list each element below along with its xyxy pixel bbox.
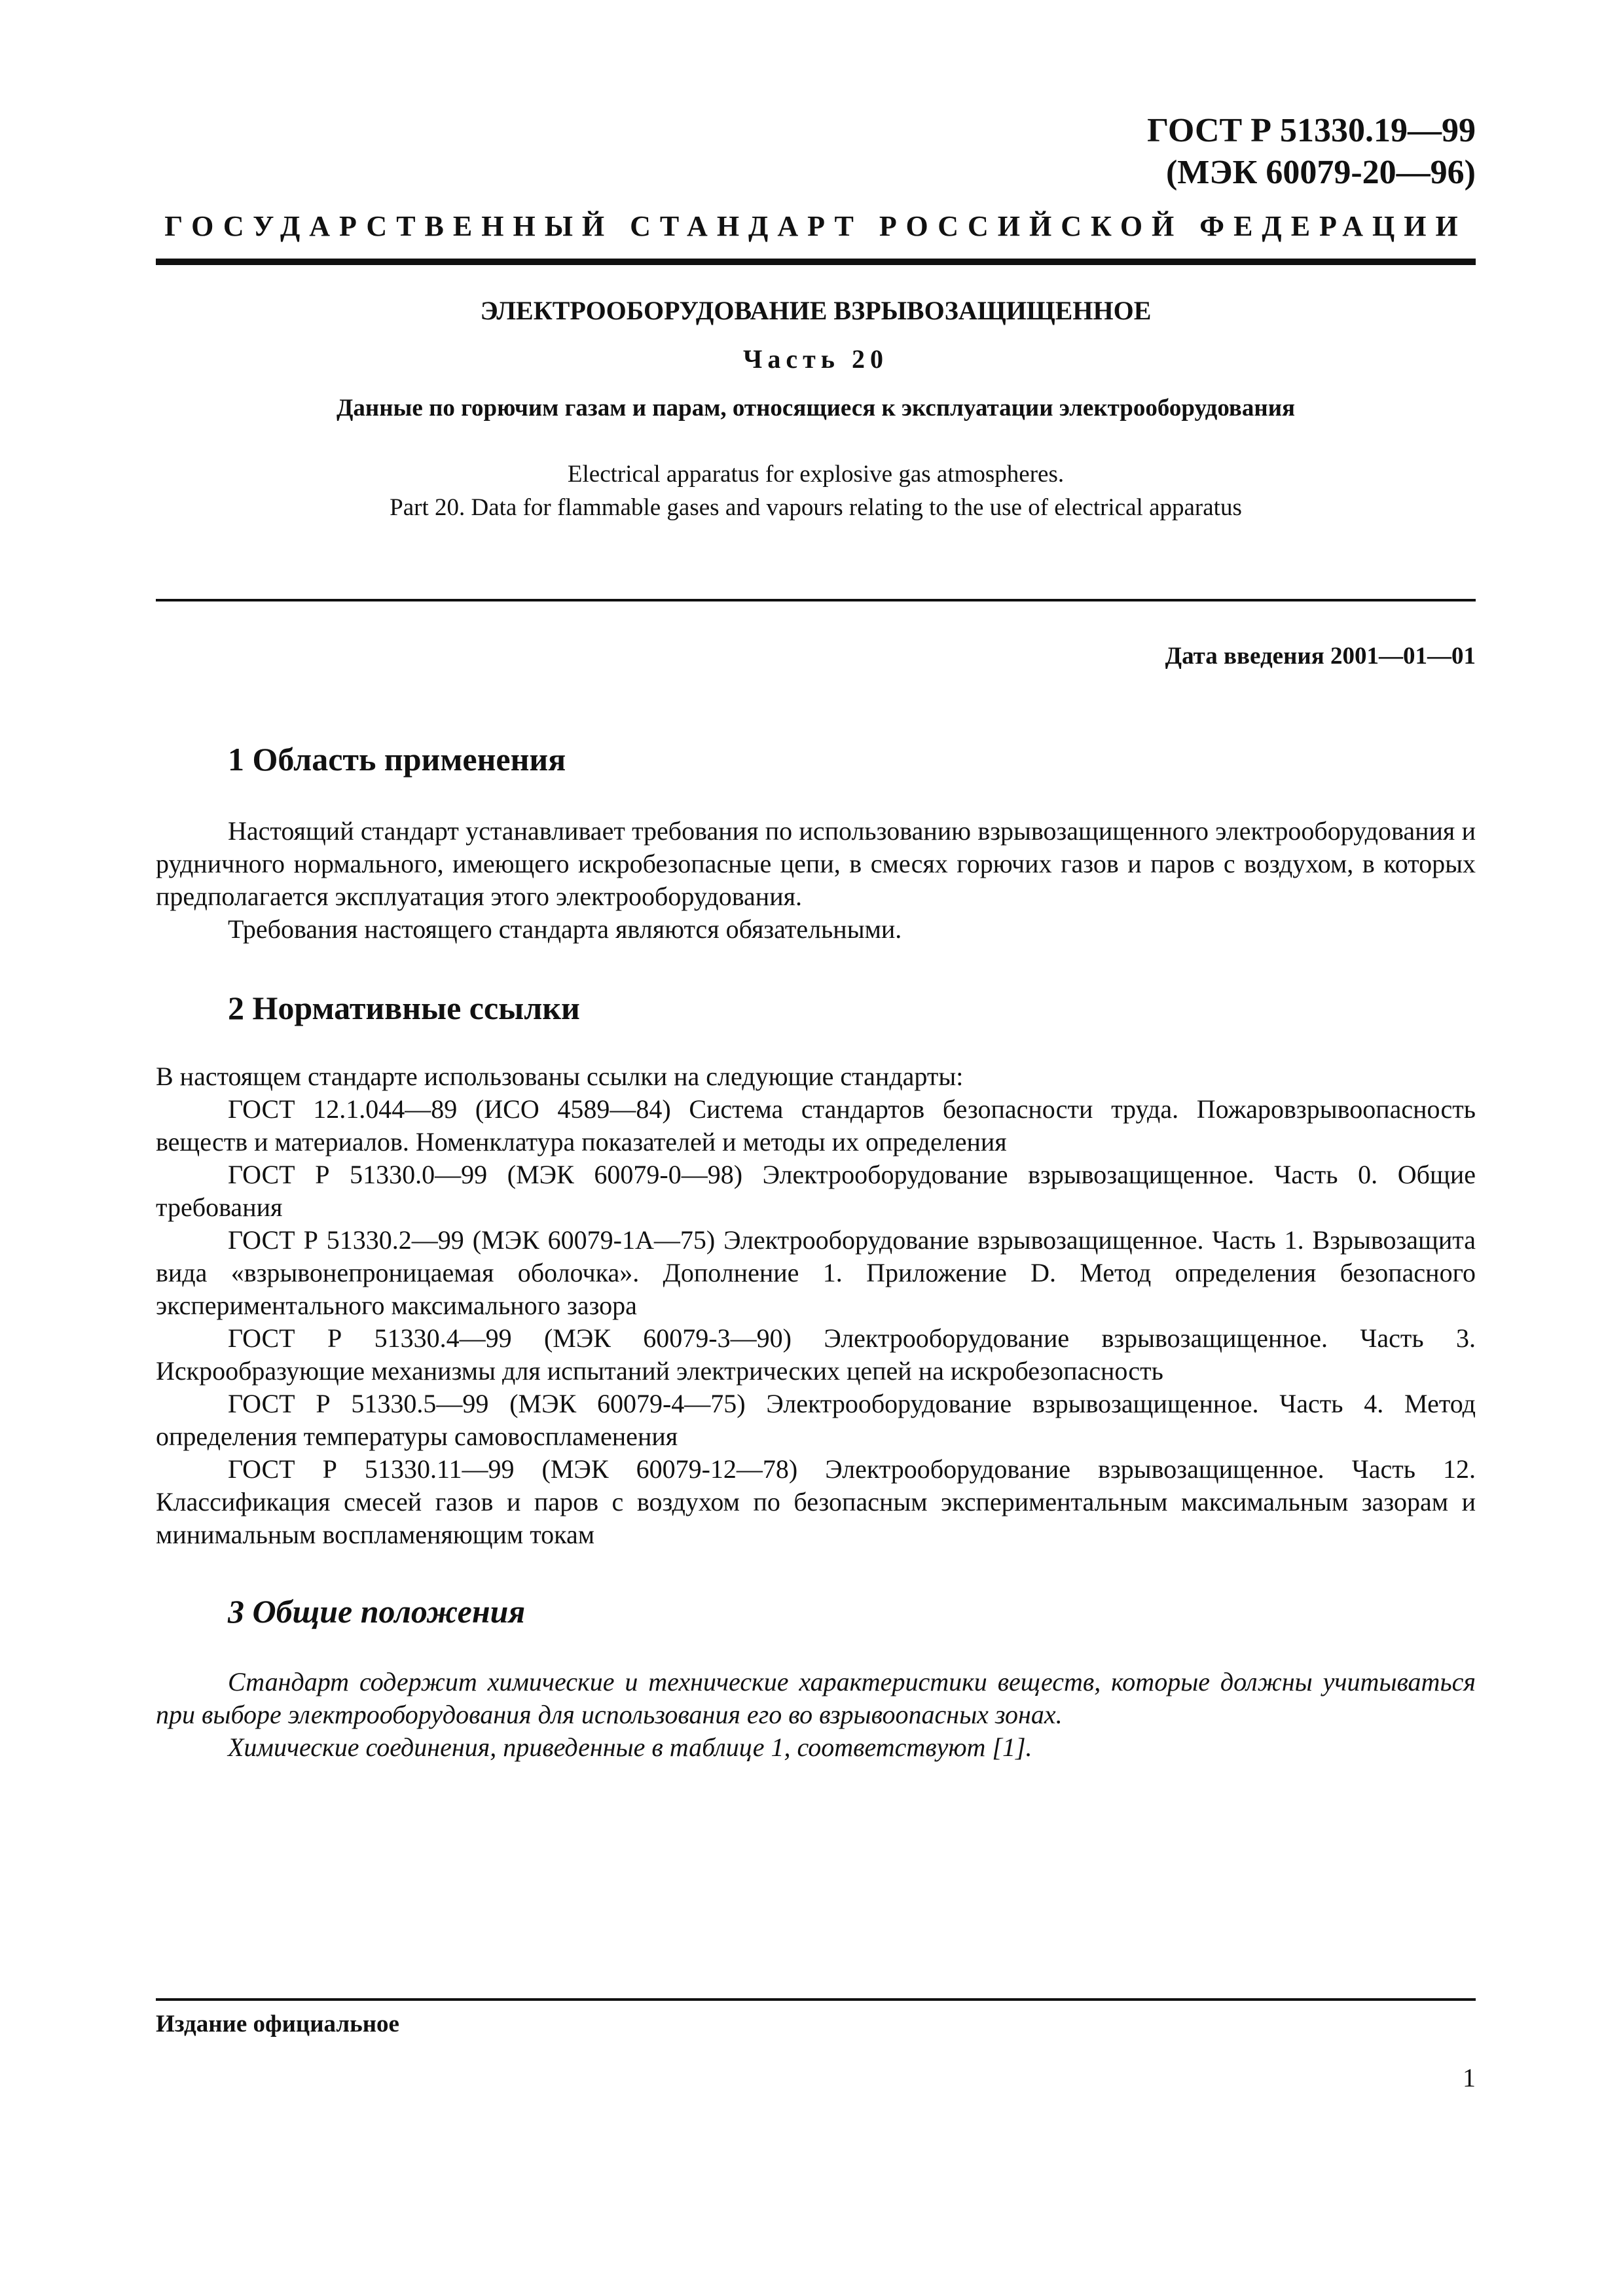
document-title: ЭЛЕКТРООБОРУДОВАНИЕ ВЗРЫВОЗАЩИЩЕННОЕ (480, 296, 1152, 325)
scope-paragraph-1: Настоящий стандарт устанавливает требования по использованию взрывозащищенного электрооборудования и рудничного нормального, имеющего искробезопасные цепи, в смесях горючих газов и паров с воздухом, в которых предполагается эксплуатация этого электрооборудования. (156, 816, 1476, 911)
reference-item: ГОСТ Р 51330.2—99 (МЭК 60079-1А—75) Электрооборудование взрывозащищенное. Часть 1. Взрывозащита вида «взрывонепроницаемая оболочка». Дополнение 1. Приложение D. Метод определения безопасного экспериментального максимального зазора (156, 1225, 1476, 1320)
general-paragraph-1: Стандарт содержит химические и технические характеристики веществ, которые должны учитываться при выборе электрооборудования для использования его во взрывоопасных зонах. (156, 1667, 1476, 1729)
reference-item: ГОСТ 12.1.044—89 (ИСО 4589—84) Система стандартов безопасности труда. Пожаровзрывоопасность веществ и материалов. Номенклатура показателей и методы их определения (156, 1094, 1476, 1157)
document-part: Часть 20 (743, 344, 888, 374)
standard-id-block (982, 110, 1476, 194)
page-number: 1 (1463, 2063, 1476, 2092)
title-rule (156, 599, 1476, 601)
english-title-line-1: Electrical apparatus for explosive gas atmospheres. (567, 461, 1065, 488)
standard-number: ГОСТ Р 51330.19—99 (1147, 112, 1476, 149)
reference-item: ГОСТ Р 51330.0—99 (МЭК 60079-0—98) Электрооборудование взрывозащищенное. Часть 0. Общие требования (156, 1160, 1476, 1222)
references-intro: В настоящем стандарте использованы ссылки на следующие стандарты: (156, 1062, 964, 1091)
english-title-line-2: Part 20. Data for flammable gases and vapours relating to the use of electrical apparatus (390, 494, 1242, 521)
general-paragraph-2: Химические соединения, приведенные в таблице 1, соответствуют [1]. (228, 1732, 1032, 1762)
reference-item: ГОСТ Р 51330.5—99 (МЭК 60079-4—75) Электрооборудование взрывозащищенное. Часть 4. Метод определения температуры самовоспламенения (156, 1389, 1476, 1451)
section-heading-scope: 1 Область применения (228, 741, 566, 778)
state-standard-title: ГОСУДАРСТВЕННЫЙ СТАНДАРТ РОССИЙСКОЙ ФЕДЕРАЦИИ (164, 210, 1467, 242)
iec-number: (МЭК 60079-20—96) (1165, 154, 1476, 191)
reference-item: ГОСТ Р 51330.4—99 (МЭК 60079-3—90) Электрооборудование взрывозащищенное. Часть 3. Искрообразующие механизмы для испытаний электрических цепей на искробезопасность (156, 1323, 1476, 1386)
edition-label: Издание официальное (156, 2011, 399, 2037)
scope-paragraph-2: Требования настоящего стандарта являются обязательными. (228, 914, 902, 944)
reference-item: ГОСТ Р 51330.11—99 (МЭК 60079-12—78) Электрооборудование взрывозащищенное. Часть 12. Классификация смесей газов и паров с воздухом по безопасным экспериментальным максимальным зазорам и минимальным воспламеняющим токам (156, 1454, 1476, 1549)
section-heading-general: 3 Общие положения (228, 1593, 526, 1630)
header-rule (156, 259, 1476, 265)
footer-rule (156, 1998, 1476, 2001)
section-heading-references: 2 Нормативные ссылки (228, 990, 580, 1026)
introduction-date: Дата введения 2001—01—01 (1165, 643, 1476, 670)
document-subtitle: Данные по горючим газам и парам, относящиеся к эксплуатации электрооборудования (336, 395, 1296, 422)
